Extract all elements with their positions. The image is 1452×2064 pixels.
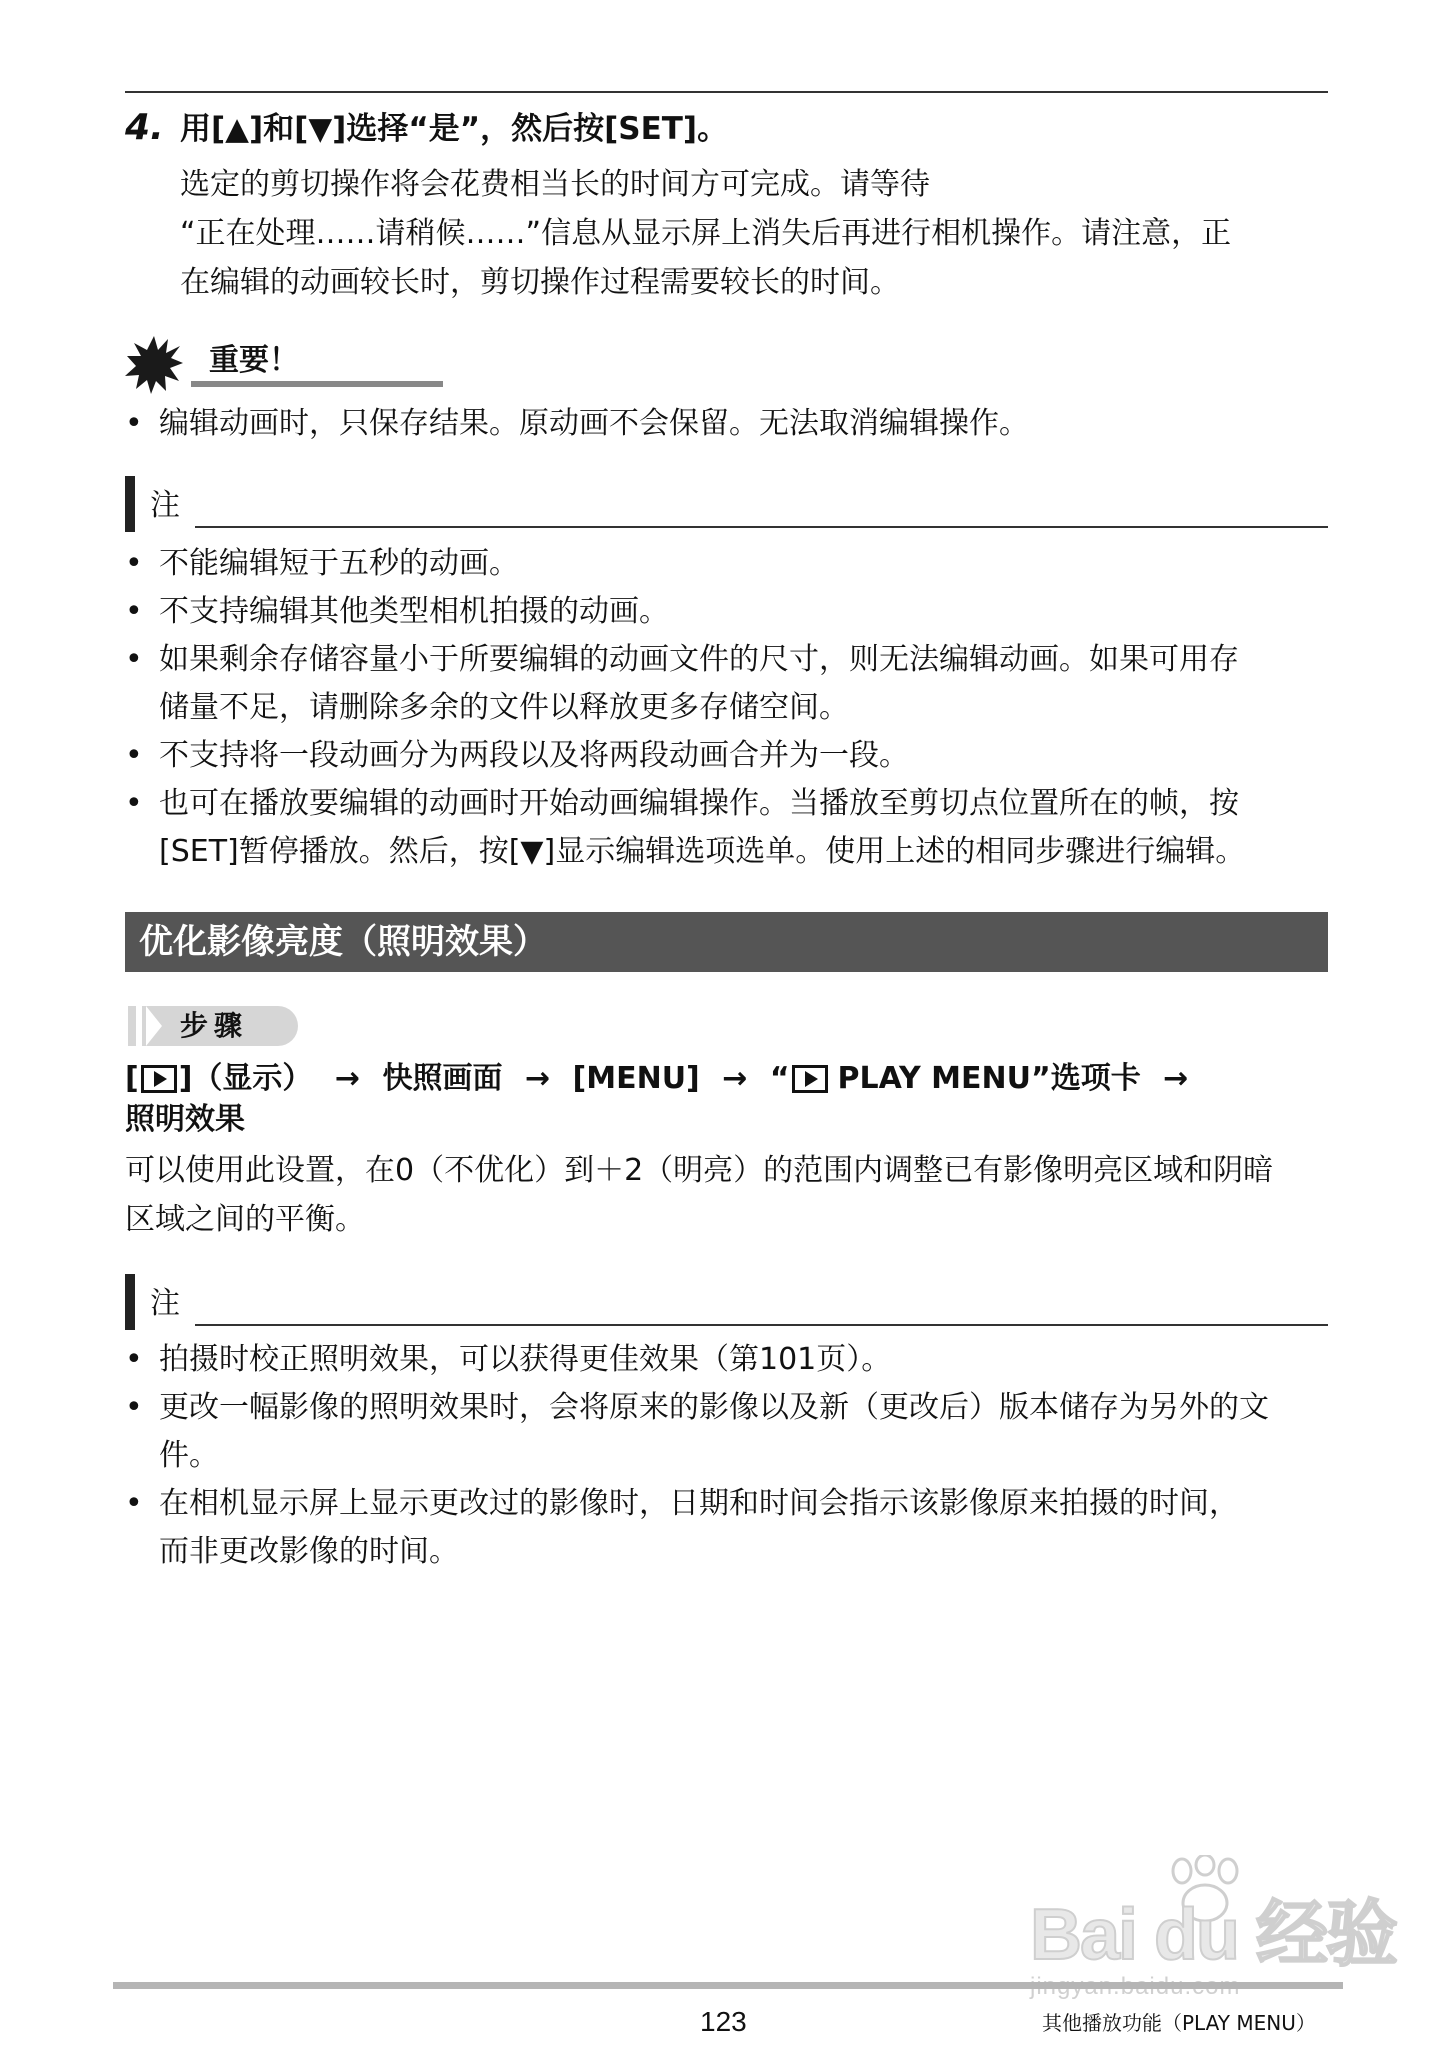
steps-stripe <box>128 1006 136 1046</box>
note-bar <box>125 1274 135 1330</box>
steps-badge <box>128 1006 298 1046</box>
path-menu: [MENU] <box>572 1060 700 1096</box>
important-underline <box>191 381 443 387</box>
bullet-dot: • <box>125 594 143 629</box>
note-header <box>125 476 1328 532</box>
step-paragraph-line: 在编辑的动画较长时，剪切操作过程需要较长的时间。 <box>180 265 900 300</box>
note-rule <box>195 1324 1328 1326</box>
bullet-dot: • <box>125 546 143 581</box>
list-item-text: 编辑动画时，只保存结果。原动画不会保留。无法取消编辑操作。 <box>159 406 1029 441</box>
path-play-menu-tab: PLAY MENU”选项卡 <box>837 1060 1141 1096</box>
bullet-dot: • <box>125 1342 143 1377</box>
list-item-text: 在相机显示屏上显示更改过的影像时，日期和时间会指示该影像原来拍摄的时间， <box>159 1486 1239 1521</box>
chapter-label: 其他播放功能（PLAY MENU） <box>1042 2011 1316 2035</box>
path-lighting: 照明效果 <box>125 1102 245 1137</box>
step-number: 4. <box>125 107 164 148</box>
step-instruction: 用[▲]和[▼]选择“是”，然后按[SET]。 <box>180 111 729 147</box>
bullet-dot: • <box>125 1390 143 1425</box>
step-paragraph-line: 选定的剪切操作将会花费相当长的时间方可完成。请等待 <box>180 167 930 202</box>
page-number: 123 <box>700 2006 747 2037</box>
note-label: 注 <box>150 1286 180 1321</box>
section-title: 优化影像亮度（照明效果） <box>139 922 547 962</box>
bullet-dot: • <box>125 1486 143 1521</box>
list-item-text: 不支持将一段动画分为两段以及将两段动画合并为一段。 <box>159 738 909 773</box>
list-item-text: 也可在播放要编辑的动画时开始动画编辑操作。当播放至剪切点位置所在的帧，按 <box>159 786 1239 821</box>
step-paragraph-line: “正在处理……请稍候……”信息从显示屏上消失后再进行相机操作。请注意，正 <box>180 216 1232 251</box>
arrow-right-icon: → <box>1163 1060 1189 1096</box>
bullet-dot: • <box>125 738 143 773</box>
top-rule <box>125 91 1328 93</box>
footer-rule <box>113 1982 1343 1989</box>
path-bracket-open: [ <box>125 1060 139 1096</box>
important-label: 重要！ <box>209 343 299 378</box>
list-item-text: 拍摄时校正照明效果，可以获得更佳效果（第101页）。 <box>159 1342 892 1377</box>
bullet-dot: • <box>125 642 143 677</box>
list-item-text: [SET]暂停播放。然后，按[▼]显示编辑选项选单。使用上述的相同步骤进行编辑。 <box>159 834 1246 869</box>
play-icon <box>141 1065 177 1093</box>
path-quote-open: “ <box>769 1060 790 1096</box>
section-description-line: 区域之间的平衡。 <box>125 1202 365 1237</box>
note-bar <box>125 476 135 532</box>
list-item-text: 不支持编辑其他类型相机拍摄的动画。 <box>159 594 669 629</box>
chevron-right-icon <box>146 1006 162 1046</box>
watermark <box>1030 1855 1397 1995</box>
arrow-right-icon: → <box>722 1060 748 1096</box>
path-snapshot-screen: 快照画面 <box>382 1060 503 1096</box>
menu-path <box>125 1056 1200 1101</box>
list-item-text: 如果剩余存储容量小于所要编辑的动画文件的尺寸，则无法编辑动画。如果可用存 <box>159 642 1239 677</box>
steps-label: 步骤 <box>180 1009 249 1042</box>
list-item-text: 不能编辑短于五秒的动画。 <box>159 546 519 581</box>
list-item-text: 而非更改影像的时间。 <box>159 1534 459 1569</box>
list-item-text: 储量不足，请删除多余的文件以释放更多存储空间。 <box>159 690 849 725</box>
list-item-text: 件。 <box>159 1438 219 1473</box>
arrow-right-icon: → <box>334 1060 361 1096</box>
section-description-line: 可以使用此设置，在0（不优化）到＋2（明亮）的范围内调整已有影像明亮区域和阴暗 <box>125 1153 1274 1188</box>
note-label: 注 <box>150 488 180 523</box>
arrow-right-icon: → <box>524 1060 551 1096</box>
bullet-dot: • <box>125 786 143 821</box>
play-icon <box>792 1065 828 1093</box>
note-rule <box>195 526 1328 528</box>
section-header <box>125 912 1328 972</box>
starburst-icon <box>125 336 183 394</box>
path-display: ]（显示） <box>178 1060 313 1096</box>
bullet-dot: • <box>125 406 143 441</box>
list-item-text: 更改一幅影像的照明效果时，会将原来的影像以及新（更改后）版本储存为另外的文 <box>159 1390 1269 1425</box>
important-header <box>125 336 325 396</box>
watermark-brand: Bai du 经验 <box>1030 1895 1397 1975</box>
note-header <box>125 1274 1328 1330</box>
